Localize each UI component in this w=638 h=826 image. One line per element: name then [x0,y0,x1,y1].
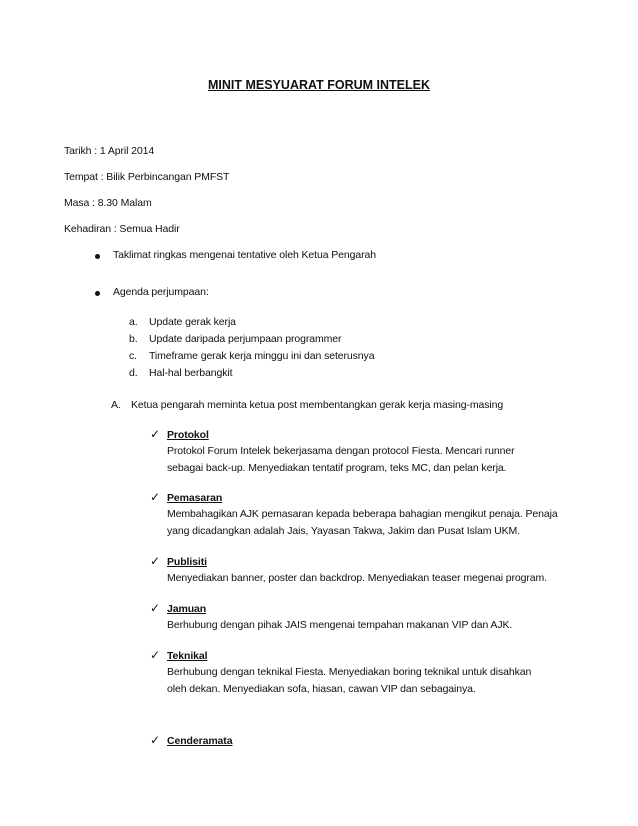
bullet-item: Taklimat ringkas mengenai tentative oleh Ketua Pengarah [113,249,376,261]
agenda-item: Hal-hal berbangkit [149,367,233,379]
check-icon: ✓ [150,601,160,615]
item-a-text: Ketua pengarah meminta ketua post membentangkan gerak kerja masing-masing [131,399,504,411]
check-icon: ✓ [150,427,160,441]
agenda-item: Update daripada perjumpaan programmer [149,333,342,345]
item-a-marker: A. [111,399,121,411]
check-icon: ✓ [150,648,160,662]
section-line: Protokol Forum Intelek bekerjasama dengan protocol Fiesta. Mencari runner [167,445,515,457]
agenda-marker: b. [129,333,138,345]
agenda-marker: d. [129,367,138,379]
bullet-icon [95,254,100,259]
section-title-protokol: Protokol [167,429,209,441]
meta-kehadiran: Kehadiran : Semua Hadir [64,223,180,235]
check-icon: ✓ [150,490,160,504]
section-title-jamuan: Jamuan [167,603,207,615]
agenda-item: Update gerak kerja [149,316,236,328]
agenda-marker: a. [129,316,138,328]
section-line: Berhubung dengan pihak JAIS mengenai tempahan makanan VIP dan AJK. [167,619,513,631]
meta-masa: Masa : 8.30 Malam [64,197,152,209]
section-line: oleh dekan. Menyediakan sofa, hiasan, cawan VIP dan sebagainya. [167,683,476,695]
section-line: yang dicadangkan adalah Jais, Yayasan Takwa, Jakim dan Pusat Islam UKM. [167,525,521,537]
check-icon: ✓ [150,733,160,747]
agenda-marker: c. [129,350,137,362]
agenda-item: Timeframe gerak kerja minggu ini dan seterusnya [149,350,375,362]
section-title-publisiti: Publisiti [167,556,207,568]
section-line: Membahagikan AJK pemasaran kepada beberapa bahagian mengikut penaja. Penaja [167,508,558,520]
section-line: Berhubung dengan teknikal Fiesta. Menyediakan boring teknikal untuk disahkan [167,666,532,678]
section-line: sebagai back-up. Menyediakan tentatif program, teks MC, dan pelan kerja. [167,462,507,474]
section-title-cenderamata: Cenderamata [167,735,233,747]
bullet-item: Agenda perjumpaan: [113,286,209,298]
check-icon: ✓ [150,554,160,568]
meta-tempat: Tempat : Bilik Perbincangan PMFST [64,171,230,183]
meta-tarikh: Tarikh : 1 April 2014 [64,145,155,157]
section-line: Menyediakan banner, poster dan backdrop. Menyediakan teaser megenai program. [167,572,547,584]
section-title-pemasaran: Pemasaran [167,492,223,504]
document-title: MINIT MESYUARAT FORUM INTELEK [208,78,430,92]
bullet-icon [95,291,100,296]
section-title-teknikal: Teknikal [167,650,208,662]
